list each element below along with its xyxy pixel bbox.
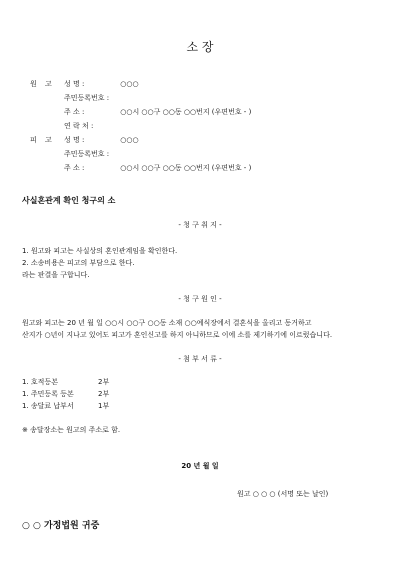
date-line: 20 년 월 일 <box>181 462 219 470</box>
defendant-address-label: 주 소 : <box>64 164 85 172</box>
plaintiff-address-row <box>30 108 251 117</box>
defendant-name-row <box>30 136 139 145</box>
defendant-address-row <box>30 164 251 173</box>
attachment-item <box>22 390 109 399</box>
defendant-name-value: ○○○ <box>120 136 139 144</box>
attachment-item <box>22 402 109 411</box>
cause-line-2: 산지가 ○년이 지나고 있어도 피고가 혼인신고를 하지 아니하므로 이에 소를 제기하기에 이르렀습니다. <box>22 331 333 339</box>
plaintiff-name-value: ○○○ <box>120 80 139 88</box>
attachment-qty: 2부 <box>98 378 110 386</box>
plaintiff-contact-row <box>30 122 118 131</box>
attachment-qty: 2부 <box>98 390 110 398</box>
plaintiff-rrn-row <box>30 94 118 103</box>
claim-heading: - 청 구 취 지 - <box>178 221 222 229</box>
plaintiff-name-label: 성 명 : <box>64 80 85 88</box>
defendant-rrn-label: 주민등록번호 : <box>64 150 110 158</box>
attachment-qty: 1부 <box>98 402 110 410</box>
cause-heading: - 청 구 원 인 - <box>178 295 222 303</box>
defendant-name-label: 성 명 : <box>64 136 85 144</box>
case-title: 사실혼관계 확인 청구의 소 <box>22 196 116 205</box>
plaintiff-role: 원 고 <box>30 80 55 88</box>
cause-line-1: 원고와 피고는 20 년 월 일 ○○시 ○○구 ○○동 소재 ○○예식장에서 결혼식을 올리고 동거하고 <box>22 319 312 327</box>
claim-line-3: 라는 판결을 구합니다. <box>22 271 90 279</box>
plaintiff-name-row <box>30 80 139 89</box>
plaintiff-rrn-label: 주민등록번호 : <box>64 94 110 102</box>
defendant-rrn-row <box>30 150 118 159</box>
plaintiff-contact-label: 연 락 처 : <box>64 122 94 130</box>
service-address-note: ※ 송달장소는 원고의 주소로 함. <box>22 426 121 434</box>
signature-line: 원고 ○ ○ ○ (서명 또는 날인) <box>237 490 329 498</box>
defendant-address-value: ○○시 ○○구 ○○동 ○○번지 (우편번호 - ) <box>120 164 252 172</box>
claim-line-2: 2. 소송비용은 피고의 부담으로 한다. <box>22 259 135 267</box>
attachment-item <box>22 378 109 387</box>
plaintiff-address-label: 주 소 : <box>64 108 85 116</box>
defendant-role: 피 고 <box>30 136 55 144</box>
attachments-heading: - 첨 부 서 류 - <box>178 355 222 363</box>
plaintiff-address-value: ○○시 ○○구 ○○동 ○○번지 (우편번호 - ) <box>120 108 252 116</box>
document-title: 소 장 <box>186 40 214 54</box>
attachment-name: 1. 호적등본 <box>22 378 58 386</box>
court-addressee: ○ ○ 가정법원 귀중 <box>22 521 100 531</box>
attachment-name: 1. 주민등록 등본 <box>22 390 74 398</box>
claim-line-1: 1. 원고와 피고는 사실상의 혼인관계임을 확인한다. <box>22 247 178 255</box>
attachment-name: 1. 송달료 납부서 <box>22 402 74 410</box>
